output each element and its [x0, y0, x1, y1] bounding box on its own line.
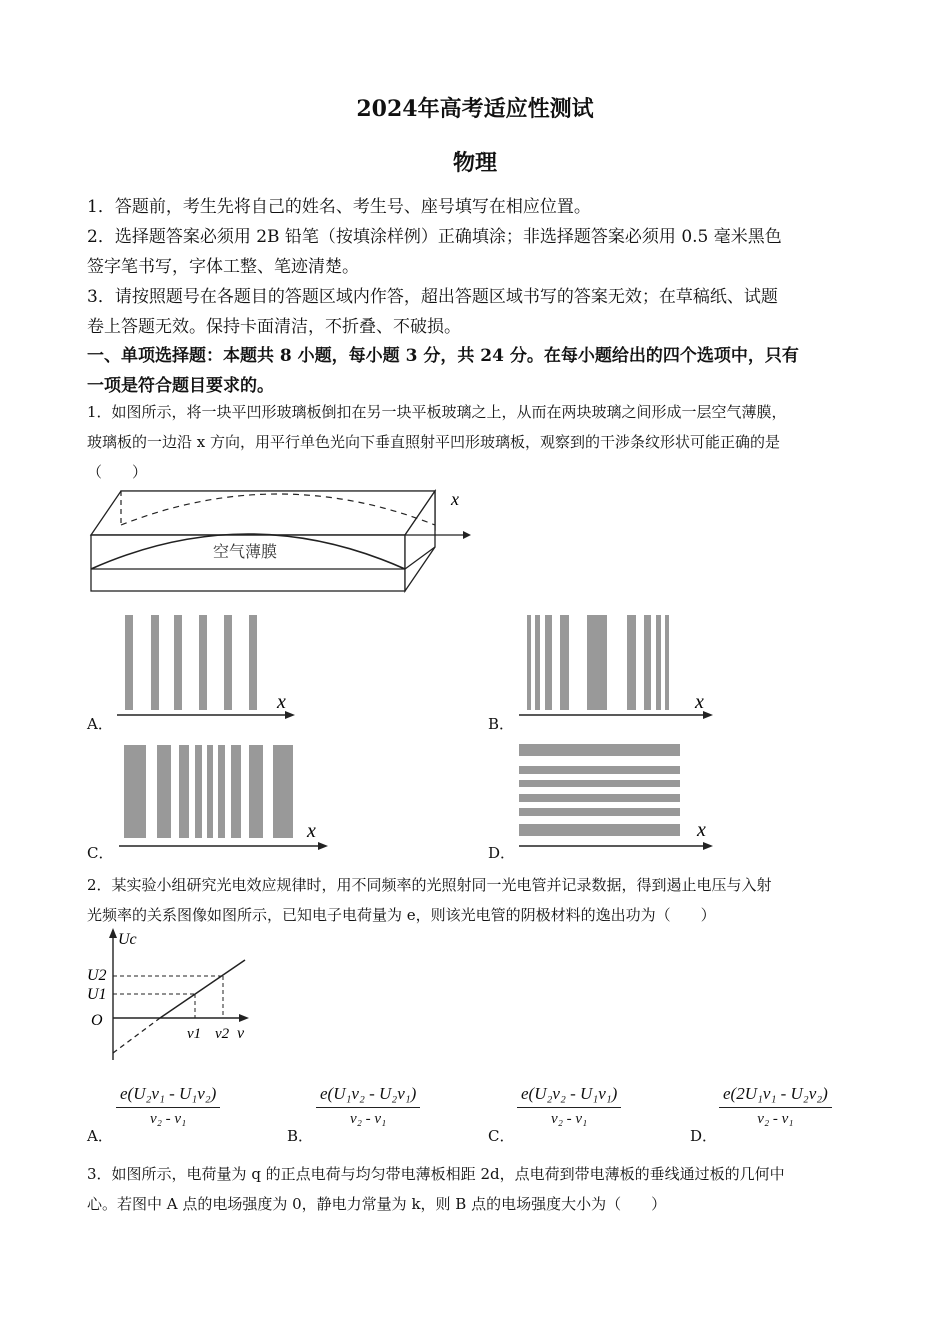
section-heading: 一项是符合题目要求的。	[87, 376, 274, 396]
u1-label: U1	[87, 986, 107, 1003]
origin-label: O	[91, 1012, 103, 1029]
x-axis-label: x	[307, 820, 316, 842]
instruction-line: 签字笔书写，字体工整、笔迹清楚。	[87, 257, 359, 277]
question-1-text: 1．如图所示，将一块平凹形玻璃板倒扣在另一块平板玻璃之上，从而在两块玻璃之间形成一层空气薄膜，	[87, 403, 787, 421]
fringe	[249, 745, 263, 838]
fringe	[519, 780, 680, 787]
fringe	[218, 745, 225, 838]
question-2-text: 2．某实验小组研究光电效应规律时，用不同频率的光照射同一光电管并记录数据，得到遏止电压与入射	[87, 876, 772, 894]
fringe	[560, 615, 569, 710]
fringe	[656, 615, 661, 710]
stopping-voltage-graph	[85, 924, 255, 1066]
formula-numerator: e(U₂v₁ - U₁v₂)	[116, 1084, 220, 1108]
v2-label: v2	[215, 1026, 230, 1042]
x-axis-label: x	[451, 489, 459, 509]
option-a-fringes	[115, 612, 300, 720]
option-b-formula	[316, 1084, 420, 1128]
formula-denominator: v₂ - v₁	[757, 1111, 794, 1127]
question-2-text: 光频率的关系图像如图所示，已知电子电荷量为 e，则该光电管的阴极材料的逸出功为（ ）	[87, 906, 716, 924]
question-3-text: 3．如图所示，电荷量为 q 的正点电荷与均匀带电薄板相距 2d，点电荷到带电薄板的垂线通过板的几何中	[87, 1165, 785, 1183]
option-d-label: D．	[488, 844, 516, 862]
fringe	[231, 745, 241, 838]
air-film-label: 空气薄膜	[213, 544, 278, 561]
fringe	[519, 794, 680, 802]
x-axis-label: x	[277, 691, 286, 713]
formula-numerator: e(2U₁v₁ - U₂v₂)	[719, 1084, 832, 1108]
section-heading: 一、单项选择题：本题共 8 小题，每小题 3 分，共 24 分。在每小题给出的四个选项中，只有	[87, 346, 799, 366]
y-axis-label: Uc	[118, 931, 137, 948]
option-d-formula	[719, 1084, 832, 1128]
formula-denominator: v₂ - v₁	[350, 1111, 387, 1127]
option-b-fringes	[515, 612, 720, 720]
fringe	[519, 744, 680, 756]
question-1-text: 玻璃板的一边沿 x 方向，用平行单色光向下垂直照射平凹形玻璃板，观察到的干涉条纹形状可能正确的是	[87, 433, 781, 451]
fringe	[627, 615, 636, 710]
fringe	[519, 808, 680, 816]
formula-denominator: v₂ - v₁	[150, 1111, 187, 1127]
v1-label: v1	[187, 1026, 202, 1042]
fringe	[519, 824, 680, 836]
fringe	[535, 615, 540, 710]
instruction-line: 2．选择题答案必须用 2B 铅笔（按填涂样例）正确填涂；非选择题答案必须用 0.5 毫米黑色	[87, 227, 782, 247]
formula-numerator: e(U₁v₂ - U₂v₁)	[316, 1084, 420, 1108]
option-a-formula	[116, 1084, 220, 1128]
exam-title: 2024年高考适应性测试	[356, 96, 594, 122]
option-c-label: C．	[488, 1127, 515, 1145]
fringe	[195, 745, 202, 838]
option-c-formula	[517, 1084, 621, 1128]
fringe	[527, 615, 531, 710]
instruction-line: 1．答题前，考生先将自己的姓名、考生号、座号填写在相应位置。	[87, 197, 591, 217]
fringe	[199, 615, 207, 710]
fringe	[224, 615, 232, 710]
fringe	[157, 745, 171, 838]
formula-denominator: v₂ - v₁	[551, 1111, 588, 1127]
fringe	[587, 615, 607, 710]
question-1-text: （ ）	[87, 463, 148, 481]
x-axis-label: x	[697, 819, 706, 841]
option-d-fringes	[515, 742, 720, 854]
x-axis-label: v	[237, 1025, 245, 1042]
fringe	[665, 615, 669, 710]
u2-label: U2	[87, 967, 107, 984]
fringe	[151, 615, 159, 710]
option-a-label: A．	[87, 715, 113, 733]
subject-title: 物理	[452, 150, 497, 176]
fringe	[174, 615, 182, 710]
fringe	[273, 745, 293, 838]
instruction-line: 3．请按照题号在各题目的答题区域内作答，超出答题区域书写的答案无效；在草稿纸、试题	[87, 287, 778, 307]
fringe	[545, 615, 552, 710]
fringe	[125, 615, 133, 710]
x-axis-label: x	[695, 691, 704, 713]
option-b-label: B．	[488, 715, 515, 733]
option-c-label: C．	[87, 844, 114, 862]
fringe	[124, 745, 146, 838]
option-a-label: A．	[87, 1127, 113, 1145]
fringe	[249, 615, 257, 710]
formula-numerator: e(U₂v₂ - U₁v₁)	[517, 1084, 621, 1108]
fringe	[207, 745, 213, 838]
instruction-line: 卷上答题无效。保持卡面清洁，不折叠、不破损。	[87, 317, 461, 337]
option-c-fringes	[115, 742, 340, 854]
option-b-label: B．	[287, 1127, 314, 1145]
fringe	[644, 615, 651, 710]
glass-plate-figure	[85, 485, 475, 597]
option-d-label: D．	[690, 1127, 718, 1145]
question-3-text: 心。若图中 A 点的电场强度为 0，静电力常量为 k，则 B 点的电场强度大小为（ ）	[87, 1195, 667, 1213]
fringe	[519, 766, 680, 774]
fringe	[179, 745, 189, 838]
